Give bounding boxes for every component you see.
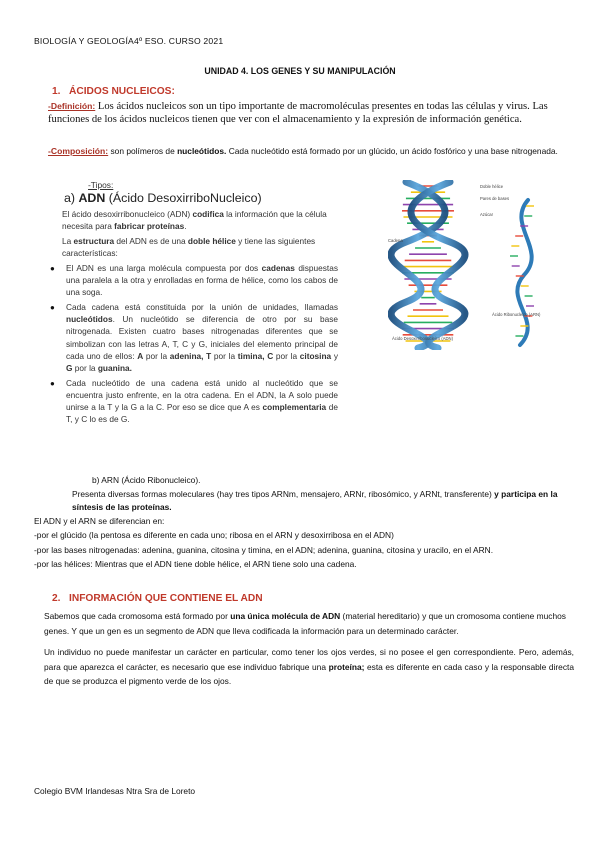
- rna-strand: [517, 200, 531, 345]
- composicion-label: -Composición:: [48, 146, 109, 156]
- bullet-icon: ●: [50, 378, 55, 388]
- arn-heading: b) ARN (Ácido Ribonucleico).: [92, 475, 201, 485]
- differences-block: [34, 514, 574, 571]
- label-top: Doble hélice: [480, 184, 504, 189]
- adn-definition: El ácido desoxirribonucleico (ADN) codifica la información que la célula necesita para fabricar proteínas.: [62, 209, 327, 232]
- bullet-icon: ●: [50, 264, 55, 273]
- info-paragraph-2: Un individuo no puede manifestar un carácter en particular, como tener los ojos verdes, si no posee el gen correspondiente. Pero, además, para que aparezca el carácter, es necesario que ese individuo fabrique una proteína; esta es diferente en cada caso y la responsable directa de que se produzca el pigmento verde de los ojos.: [44, 647, 574, 687]
- list-item: ● El ADN es una larga molécula compuesta por dos cadenas dispuestas una paralela a la otra y enrolladas en forma de hélice, como los cabos de una soga.: [50, 263, 338, 298]
- dna-helix-image: [388, 180, 558, 350]
- adn-heading: a) ADN (Ácido DesoxirriboNucleico): [64, 191, 262, 205]
- list-item: ● Cada nucleótido de una cadena está unido al nucleótido que se encuentra justo enfrente, en la otra cadena. En el ADN, la A solo puede unirse a la T y la G a la C. Por eso se dice que A es complementaria de T, y C lo es de G.: [50, 377, 338, 425]
- adn-characteristics-list: [48, 262, 338, 428]
- difference-item: -por el glúcido (la pentosa es diferente en cada uno; ribosa en el ARN y desoxirribosa en el ADN): [34, 530, 394, 541]
- label-side: Azúcar: [480, 212, 494, 217]
- label-arn: Ácido Ribonucleico (ARN): [492, 312, 541, 317]
- differences-intro: El ADN y el ARN se diferencian en:: [34, 516, 165, 526]
- definicion-paragraph: -Definición: Los ácidos nucleicos son un tipo importante de macromoléculas presentes en todas las células y virus. Las funciones de los ácidos nucleicos tienen que ver con el almacenamiento y la expresión de información genética.: [48, 101, 548, 126]
- difference-item: -por las hélices: Mientras que el ADN tiene doble hélice, el ARN tiene solo una cadena.: [34, 558, 357, 569]
- label-pairs: Pares de bases: [480, 196, 510, 201]
- info-paragraph-1: Sabemos que cada cromosoma está formado por una única molécula de ADN (material hereditario) y que un cromosoma contiene muchos genes. Y que un gen es un segmento de ADN que lleva codificada la información para un determinado carácter.: [44, 611, 566, 636]
- difference-item: -por las bases nitrogenadas: adenina, guanina, citosina y timina, en el ADN; adenina, guanina, citosina y uracilo, en el ARN.: [34, 544, 494, 555]
- section-1-heading: 1. ÁCIDOS NUCLEICOS:: [52, 86, 175, 97]
- section-2-heading: 2. INFORMACIÓN QUE CONTIENE EL ADN: [52, 593, 263, 604]
- page-footer: Colegio BVM Irlandesas Ntra Sra de Loreto: [34, 786, 196, 796]
- bullet-icon: ●: [50, 303, 55, 313]
- label-adn: Ácido Desoxirribonucleico (ADN): [392, 336, 453, 341]
- unit-title: UNIDAD 4. LOS GENES Y SU MANIPULACIÓN: [204, 66, 396, 76]
- definicion-label: -Definición:: [48, 101, 96, 111]
- page-header: BIOLOGÍA Y GEOLOGÍA4º ESO. CURSO 2021: [34, 36, 224, 46]
- adn-structure: La estructura del ADN es de una doble hélice y tiene las siguientes características:: [62, 236, 316, 259]
- dna-illustration: [388, 180, 558, 350]
- label-chain: Cadena: [388, 238, 403, 243]
- arn-description: Presenta diversas formas moleculares (hay tres tipos ARNm, mensajero, ARNr, ribosómico, y ARNt, transferente) y participa en la síntesis de las proteínas.: [72, 489, 558, 512]
- tipos-label: -Tipos:: [88, 180, 114, 190]
- composicion-paragraph: -Composición: son polímeros de nucleótidos. Cada nucleótido está formado por un glúcido, un ácido fosfórico y una base nitrogenada.: [48, 146, 558, 156]
- list-item: ● Cada cadena está constituida por la unión de unidades, llamadas nucleótidos. Un nucleótido se diferencia de otro por su base nitrogenada. Existen cuatro bases nitrogenadas diferentes que se simbolizan con las letras A, T, C y G, iniciales del elemento principal de cada uno de ellos: A por la adenina, T por la timina, C por la citosina y G por la guanina.: [50, 302, 339, 373]
